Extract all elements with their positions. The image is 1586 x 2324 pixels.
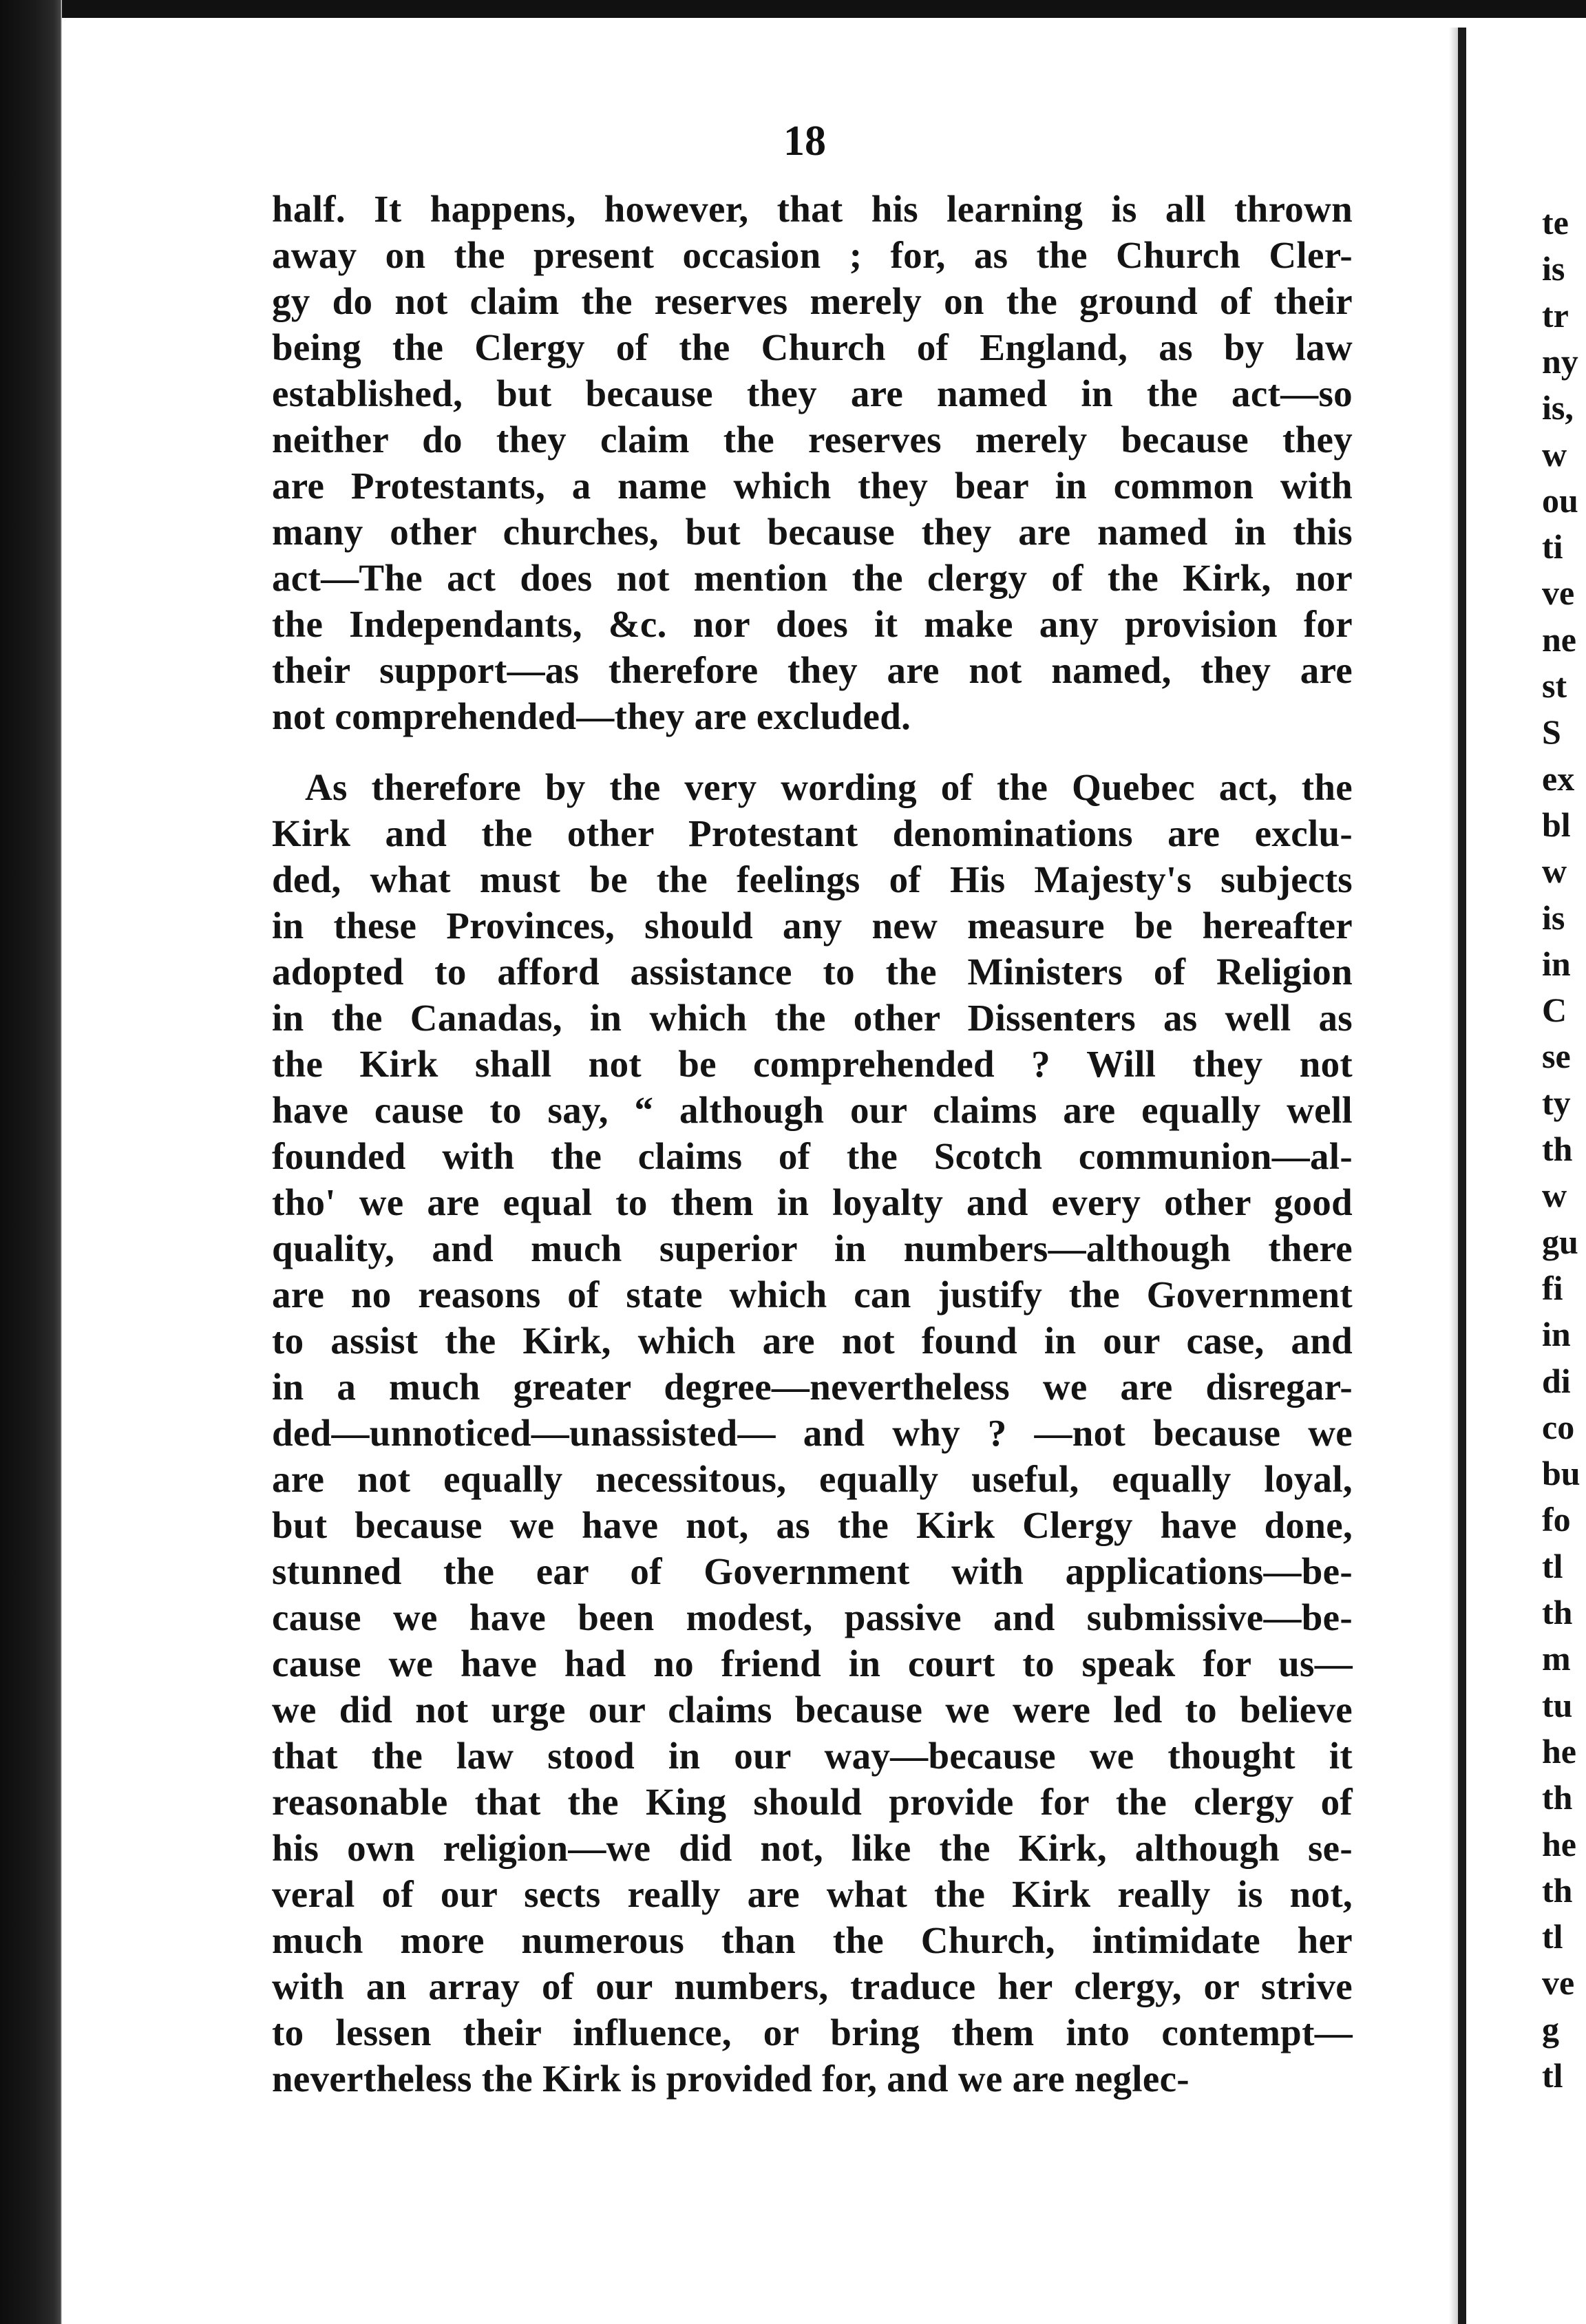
text-line: tho' we are equal to them in loyalty and every other good <box>272 1181 1353 1223</box>
text-line: act—The act does not mention the clergy of the Kirk, nor <box>272 557 1353 599</box>
text-line: cause we have been modest, passive and submissive—be- <box>272 1596 1353 1638</box>
adjacent-page-fragment: ne <box>1542 620 1576 659</box>
text-line: neither do they claim the reserves merely because they <box>272 419 1353 461</box>
text-line: reasonable that the King should provide for the clergy of <box>272 1781 1353 1823</box>
text-line: have cause to say, “ although our claims are equally well <box>272 1089 1353 1131</box>
adjacent-page-fragment: is <box>1542 249 1565 288</box>
text-line: their support—as therefore they are not named, they are <box>272 649 1353 691</box>
text-line: we did not urge our claims because we were led to believe <box>272 1689 1353 1731</box>
adjacent-page-fragment: ex <box>1542 759 1575 798</box>
adjacent-page-fragment: he <box>1542 1731 1576 1771</box>
adjacent-page-fragment: tu <box>1542 1685 1573 1724</box>
text-line: Kirk and the other Protestant denominations are exclu- <box>272 812 1353 854</box>
adjacent-page-fragment: bu <box>1542 1454 1580 1493</box>
text-line: adopted to afford assistance to the Ministers of Religion <box>272 951 1353 993</box>
adjacent-page-fragment: w <box>1542 434 1567 474</box>
text-line: nevertheless the Kirk is provided for, and we are neglec- <box>272 2058 1190 2100</box>
adjacent-page-fragment: he <box>1542 1824 1576 1863</box>
text-line: As therefore by the very wording of the Quebec act, the <box>305 766 1353 808</box>
text-line: ded—unnoticed—unassisted— and why ? —not because we <box>272 1412 1353 1454</box>
adjacent-page-fragment: se <box>1542 1037 1571 1076</box>
scan-border-left <box>0 0 62 2324</box>
adjacent-page-fragment: is, <box>1542 388 1574 427</box>
text-line: away on the present occasion ; for, as the Church Cler- <box>272 234 1353 276</box>
text-line: quality, and much superior in numbers—although there <box>272 1227 1353 1269</box>
adjacent-page-fragment: is <box>1542 898 1565 937</box>
text-line: to assist the Kirk, which are not found in our case, and <box>272 1320 1353 1362</box>
adjacent-page-fragment: w <box>1542 1176 1567 1215</box>
scan-border-top <box>0 0 1586 18</box>
adjacent-page-fragment: th <box>1542 1778 1573 1817</box>
text-line: not comprehended—they are excluded. <box>272 695 911 737</box>
adjacent-page-fragment: m <box>1542 1639 1571 1678</box>
adjacent-page-fragment: ty <box>1542 1083 1571 1122</box>
adjacent-page-fragment: th <box>1542 1593 1573 1631</box>
text-line: founded with the claims of the Scotch communion—al- <box>272 1135 1353 1177</box>
text-line: are no reasons of state which can justify the Government <box>272 1274 1353 1316</box>
adjacent-page-fragment: w <box>1542 852 1567 891</box>
text-line: in the Canadas, in which the other Dissenters as well as <box>272 997 1353 1039</box>
page-number: 18 <box>783 118 826 165</box>
adjacent-page-fragment: te <box>1542 203 1569 242</box>
adjacent-page-fragment: C <box>1542 991 1567 1030</box>
adjacent-page-fragment: S <box>1542 712 1561 752</box>
adjacent-page-fragment: fo <box>1542 1500 1571 1539</box>
text-line: are Protestants, a name which they bear in common with <box>272 465 1353 507</box>
page-gutter-shadow <box>1449 28 1458 2324</box>
text-line: stunned the ear of Government with applications—be- <box>272 1550 1353 1592</box>
text-line: veral of our sects really are what the Kirk really is not, <box>272 1873 1353 1915</box>
adjacent-page-fragment: g <box>1542 2009 1559 2049</box>
text-line: with an array of our numbers, traduce her clergy, or strive <box>272 1965 1353 2007</box>
page-gutter <box>1458 28 1466 2324</box>
adjacent-page-fragment: gu <box>1542 1222 1578 1261</box>
adjacent-page-fragment: tr <box>1542 295 1569 335</box>
text-line: but because we have not, as the Kirk Clergy have done, <box>272 1504 1353 1546</box>
text-line: much more numerous than the Church, intimidate her <box>272 1919 1353 1961</box>
paragraph-2 <box>272 764 1353 2102</box>
text-line: many other churches, but because they are named in this <box>272 511 1353 553</box>
text-line: the Kirk shall not be comprehended ? Will they not <box>272 1043 1353 1085</box>
adjacent-page-fragment: th <box>1542 1870 1573 1910</box>
text-line: that the law stood in our way—because we thought it <box>272 1735 1353 1777</box>
text-line: cause we have had no friend in court to speak for us— <box>272 1642 1353 1684</box>
adjacent-page-fragment: ny <box>1542 341 1578 381</box>
adjacent-page-fragment: di <box>1542 1361 1571 1400</box>
text-line: his own religion—we did not, like the Kirk, although se- <box>272 1827 1353 1869</box>
text-line: in these Provinces, should any new measure be hereafter <box>272 905 1353 947</box>
adjacent-page-fragment: co <box>1542 1407 1575 1446</box>
adjacent-page-fragment: ti <box>1542 527 1563 567</box>
text-line: being the Clergy of the Church of England, as by law <box>272 326 1353 368</box>
adjacent-page-fragment: tl <box>1542 1546 1563 1585</box>
text-line: in a much greater degree—nevertheless we are disregar- <box>272 1366 1353 1408</box>
text-line: are not equally necessitous, equally useful, equally loyal, <box>272 1458 1353 1500</box>
paragraph-1 <box>272 186 1353 739</box>
adjacent-page-fragment: ve <box>1542 573 1575 613</box>
adjacent-page-fragment: bl <box>1542 805 1571 844</box>
adjacent-page-fragment: tl <box>1542 2056 1563 2095</box>
adjacent-page-fragment: ou <box>1542 480 1578 520</box>
text-line: to lessen their influence, or bring them into contempt— <box>272 2011 1353 2053</box>
text-line: gy do not claim the reserves merely on the ground of their <box>272 280 1353 322</box>
adjacent-page-fragment: in <box>1542 944 1571 983</box>
text-line: half. It happens, however, that his learning is all thrown <box>272 188 1353 230</box>
text-line: ded, what must be the feelings of His Majesty's subjects <box>272 858 1353 900</box>
adjacent-page-fragment: fi <box>1542 1268 1563 1307</box>
adjacent-page-fragment: th <box>1542 1130 1573 1168</box>
text-line: the Independants, &c. nor does it make any provision for <box>272 603 1353 645</box>
adjacent-page-fragment: tl <box>1542 1917 1563 1956</box>
adjacent-page-fragment: st <box>1542 666 1567 705</box>
text-line: established, but because they are named in the act—so <box>272 372 1353 414</box>
adjacent-page-fragment: ve <box>1542 1963 1575 2003</box>
adjacent-page-fragment: in <box>1542 1315 1571 1354</box>
